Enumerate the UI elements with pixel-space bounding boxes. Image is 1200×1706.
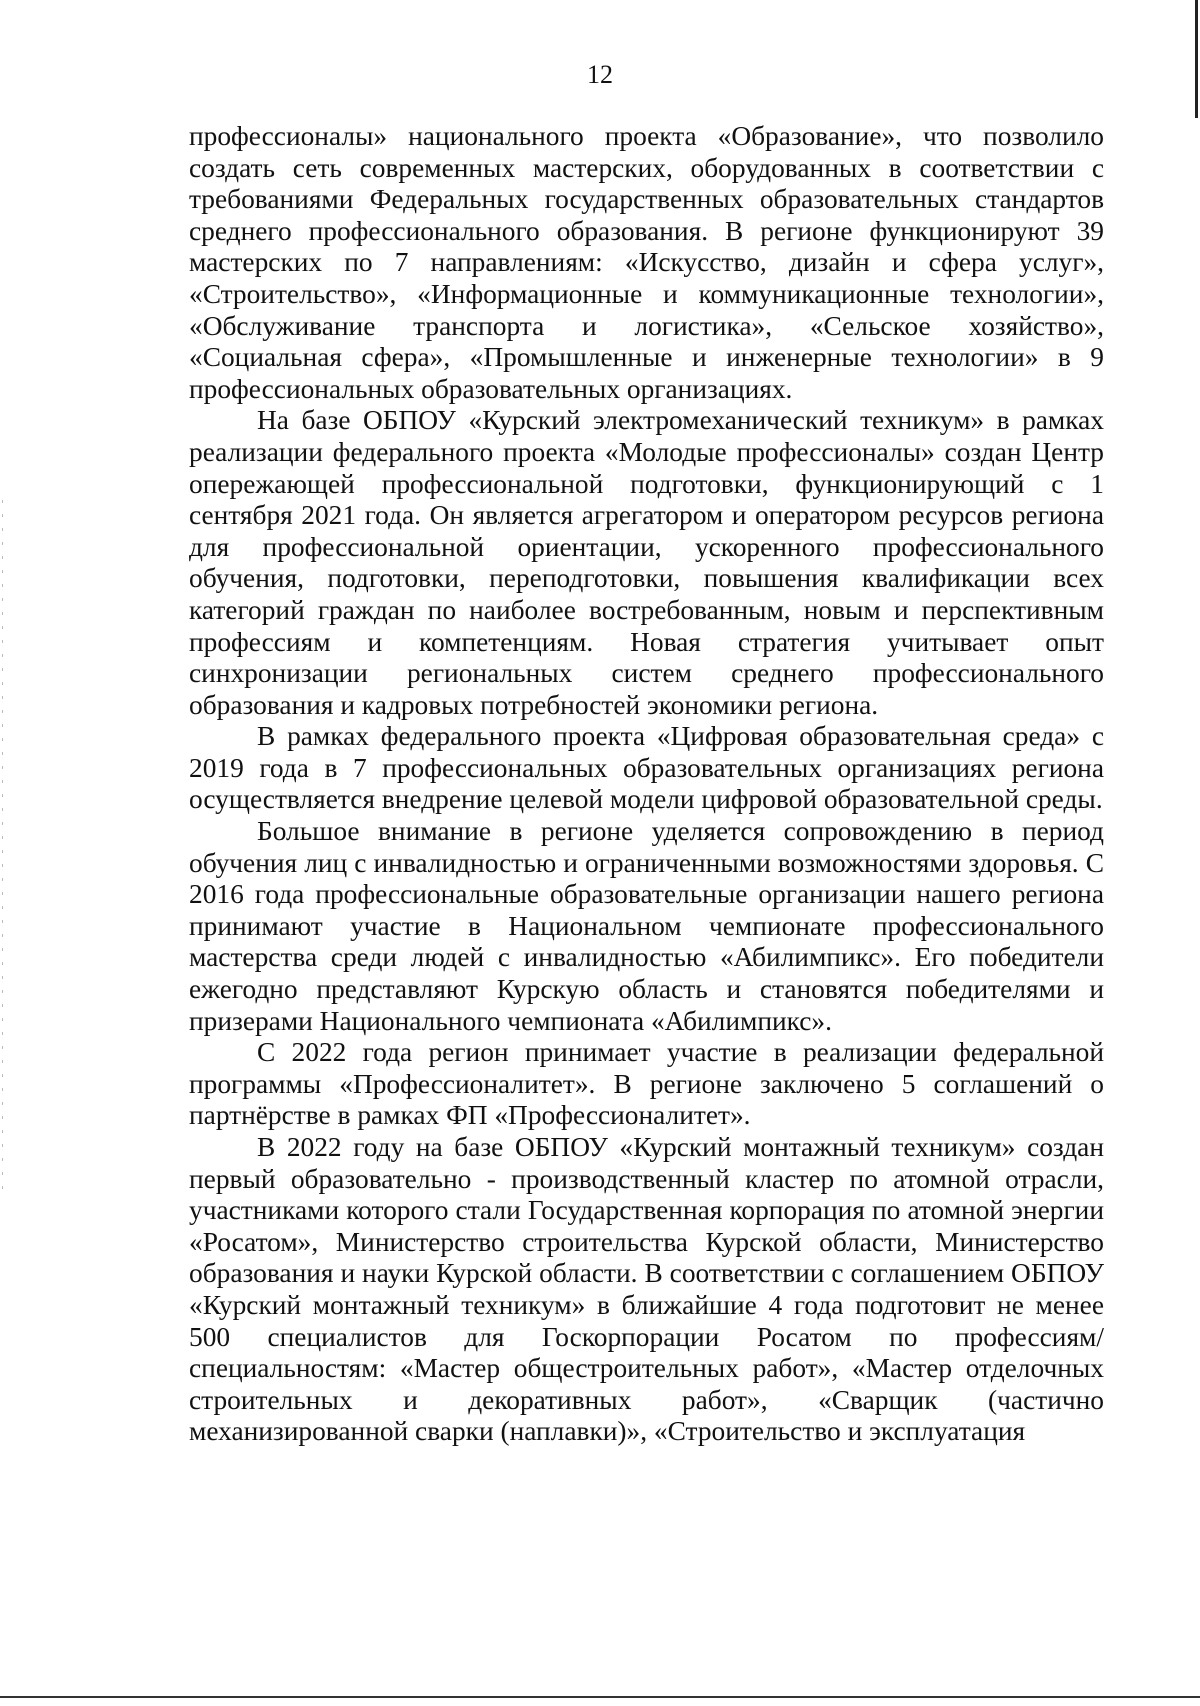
scan-edge-mark <box>1195 0 1198 118</box>
paragraph-3: В рамках федерального проекта «Цифровая образовательная среда» с 2019 года в 7 профессиональных образовательных организациях региона осуществляется внедрение целевой модели цифровой образовательной среды. <box>189 721 1104 815</box>
document-body <box>189 121 1104 1448</box>
paragraph-2: На базе ОБПОУ «Курский электромеханический техникум» в рамках реализации федерального проекта «Молодые профессионалы» создан Центр опережающей профессиональной подготовки, функционирующий с 1 сентября 2021 года. Он является агрегатором и оператором ресурсов региона для профессиональной ориентации, ускоренного профессионального обучения, подготовки, переподготовки, повышения квалификации всех категорий граждан по наиболее востребованным, новым и перспективным профессиям и компетенциям. Новая стратегия учитывает опыт синхронизации региональных систем среднего профессионального образования и кадровых потребностей экономики региона. <box>189 405 1104 720</box>
paragraph-4: Большое внимание в регионе уделяется сопровождению в период обучения лиц с инвалидностью и ограниченными возможностями здоровья. С 2016 года профессиональные образовательные организации нашего региона принимают участие в Национальном чемпионате профессионального мастерства среди людей с инвалидностью «Абилимпикс». Его победители ежегодно представляют Курскую область и становятся победителями и призерами Национального чемпионата «Абилимпикс». <box>189 816 1104 1036</box>
scan-edge-dots <box>2 500 3 1200</box>
paragraph-1: профессионалы» национального проекта «Образование», что позволило создать сеть современных мастерских, оборудованных в соответствии с требованиями Федеральных государственных образовательных стандартов среднего профессионального образования. В регионе функционируют 39 мастерских по 7 направлениям: «Искусство, дизайн и сфера услуг», «Строительство», «Информационные и коммуникационные технологии», «Обслуживание транспорта и логистика», «Сельское хозяйство», «Социальная сфера», «Промышленные и инженерные технологии» в 9 профессиональных образовательных организациях. <box>189 121 1104 404</box>
page-number: 12 <box>587 60 613 89</box>
scan-bottom-line <box>0 1696 1200 1698</box>
paragraph-6: В 2022 году на базе ОБПОУ «Курский монтажный техникум» создан первый образовательно - производственный кластер по атомной отрасли, участниками которого стали Государственная корпорация по атомной энергии «Росатом», Министерство строительства Курской области, Министерство образования и науки Курской области. В соответствии с соглашением ОБПОУ «Курский монтажный техникум» в ближайшие 4 года подготовит не менее 500 специалистов для Госкорпорации Росатом по профессиям/специальностям: «Мастер общестроительных работ», «Мастер отделочных строительных и декоративных работ», «Сварщик (частично механизированной сварки (наплавки)», «Строительство и эксплуатация <box>189 1132 1104 1447</box>
paragraph-5: С 2022 года регион принимает участие в реализации федеральной программы «Профессионалитет». В регионе заключено 5 соглашений о партнёрстве в рамках ФП «Профессионалитет». <box>189 1037 1104 1131</box>
